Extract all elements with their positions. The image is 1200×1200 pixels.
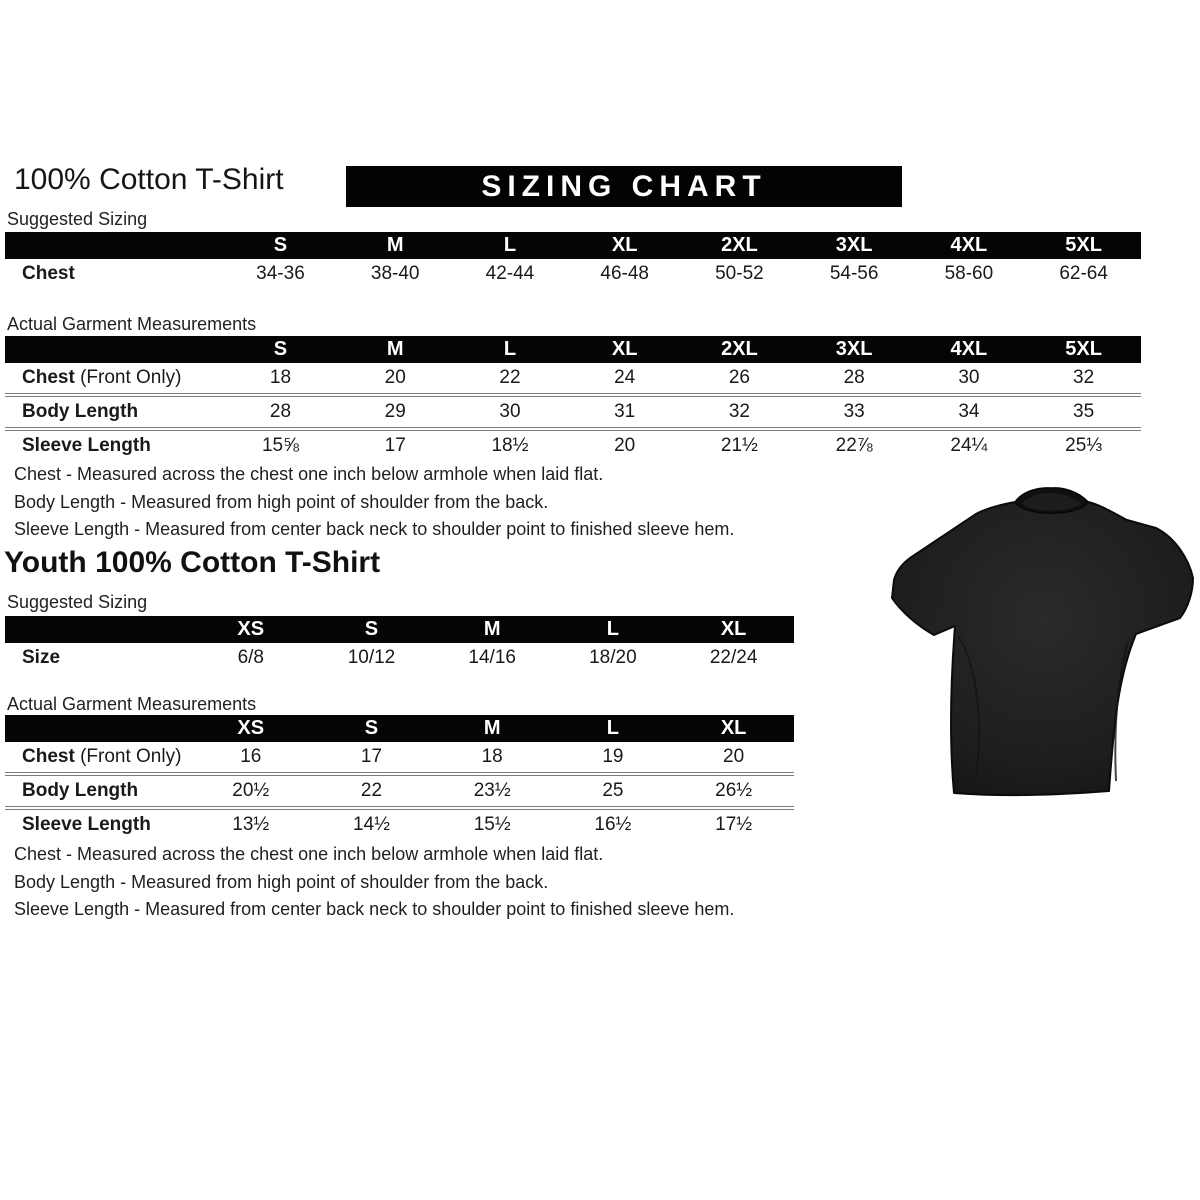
size-value-cell: 35 <box>1026 395 1141 429</box>
size-value-cell: 34 <box>912 395 1027 429</box>
size-value-cell: 18 <box>269 367 292 388</box>
sizing-chart-banner: SIZING CHART <box>346 166 902 207</box>
page-title: 100% Cotton T-Shirt <box>14 163 284 196</box>
size-value-cell: 13½ <box>190 808 311 840</box>
size-column-header: M <box>338 336 453 363</box>
table-row <box>5 259 1141 289</box>
youth-section-title: Youth 100% Cotton T-Shirt <box>4 546 381 579</box>
row-label: Sleeve Length <box>5 808 190 840</box>
size-value-cell: 15½ <box>432 808 553 840</box>
size-column-header: S <box>311 715 432 742</box>
row-label-spacer <box>5 336 223 363</box>
size-value-cell: 25 <box>553 774 674 808</box>
row-label: Body Length <box>5 395 223 429</box>
size-column-header: 2XL <box>682 336 797 363</box>
row-label: Chest (Front Only) <box>22 367 182 388</box>
size-value-cell: 6/8 <box>237 647 264 668</box>
size-column-header: 3XL <box>797 232 912 259</box>
table-row <box>5 429 1141 461</box>
adult-actual-measurements-label: Actual Garment Measurements <box>7 314 257 334</box>
size-value-cell: 30 <box>958 367 980 388</box>
size-value-cell: 22 <box>311 774 432 808</box>
row-label-spacer <box>5 616 190 643</box>
size-column-header: 5XL <box>1026 336 1141 363</box>
table-row <box>5 395 1141 429</box>
size-value-cell: 20 <box>723 746 745 767</box>
size-column-header: XL <box>673 715 794 742</box>
size-column-header: 3XL <box>797 336 912 363</box>
size-value-cell: 17½ <box>673 808 794 840</box>
note-line: Chest - Measured across the chest one inch below armhole when laid flat. <box>14 844 604 864</box>
table-row <box>5 774 794 808</box>
note-line: Sleeve Length - Measured from center back neck to shoulder point to finished sleeve hem. <box>14 519 735 540</box>
size-value-cell: 31 <box>567 395 682 429</box>
size-column-header: XL <box>567 336 682 363</box>
size-value-cell: 62-64 <box>1059 263 1108 284</box>
size-value-cell: 54-56 <box>829 263 879 284</box>
size-value-cell: 18 <box>481 746 503 767</box>
size-column-header: L <box>553 616 674 643</box>
row-label-spacer <box>5 715 190 742</box>
size-value-cell: 38-40 <box>370 263 420 284</box>
size-column-header: 4XL <box>912 232 1027 259</box>
tshirt-body-shape <box>892 491 1193 795</box>
size-value-cell: 19 <box>602 746 624 767</box>
note-line: Body Length - Measured from high point of shoulder from the back. <box>14 871 549 892</box>
size-value-cell: 50-52 <box>715 263 764 284</box>
size-column-header: XS <box>190 715 311 742</box>
note-line: Chest - Measured across the chest one inch below armhole when laid flat. <box>14 464 604 484</box>
size-value-cell: 18½ <box>453 429 568 461</box>
youth-actual-measurements-label: Actual Garment Measurements <box>7 694 257 714</box>
youth-suggested-sizing-table <box>5 616 794 673</box>
black-tshirt-image <box>888 486 1200 804</box>
adult-suggested-sizing-table <box>5 232 1141 289</box>
size-column-header: XS <box>190 616 311 643</box>
size-value-cell: 23½ <box>432 774 553 808</box>
youth-measurement-notes <box>14 841 734 924</box>
size-value-cell: 20½ <box>190 774 311 808</box>
size-value-cell: 42-44 <box>485 263 535 284</box>
size-value-cell: 24 <box>614 367 636 388</box>
size-value-cell: 21½ <box>682 429 797 461</box>
size-value-cell: 33 <box>797 395 912 429</box>
size-value-cell: 20 <box>384 367 406 388</box>
size-value-cell: 29 <box>338 395 453 429</box>
size-value-cell: 16 <box>240 746 262 767</box>
size-column-header: 2XL <box>682 232 797 259</box>
size-value-cell: 15⅝ <box>223 429 338 461</box>
size-column-header: S <box>223 232 338 259</box>
size-value-cell: 22⅞ <box>797 429 912 461</box>
table-row <box>5 742 794 774</box>
size-column-header: S <box>223 336 338 363</box>
size-value-cell: 34-36 <box>256 263 305 284</box>
row-label: Body Length <box>5 774 190 808</box>
size-column-header: M <box>432 616 553 643</box>
size-value-cell: 26½ <box>673 774 794 808</box>
size-column-header: L <box>453 336 568 363</box>
youth-suggested-sizing-label: Suggested Sizing <box>7 592 148 612</box>
size-value-cell: 18/20 <box>589 647 637 668</box>
note-line: Body Length - Measured from high point of shoulder from the back. <box>14 491 549 512</box>
size-value-cell: 28 <box>223 395 338 429</box>
note-line: Sleeve Length - Measured from center back neck to shoulder point to finished sleeve hem. <box>14 899 735 920</box>
size-value-cell: 17 <box>338 429 453 461</box>
size-column-header: S <box>311 616 432 643</box>
size-column-header: M <box>338 232 453 259</box>
size-column-header: L <box>453 232 568 259</box>
size-value-cell: 17 <box>360 746 383 767</box>
size-value-cell: 14½ <box>311 808 432 840</box>
size-value-cell: 25⅓ <box>1026 429 1141 461</box>
table-row <box>5 363 1141 395</box>
size-value-cell: 22 <box>499 367 521 388</box>
size-column-header: 4XL <box>912 336 1027 363</box>
size-column-header: M <box>432 715 553 742</box>
row-label-spacer <box>5 232 223 259</box>
size-value-cell: 46-48 <box>600 263 649 284</box>
size-value-cell: 24¼ <box>912 429 1027 461</box>
row-label: Size <box>22 647 61 668</box>
size-value-cell: 28 <box>843 367 865 388</box>
table-row <box>5 643 794 673</box>
size-column-header: 5XL <box>1026 232 1141 259</box>
size-value-cell: 10/12 <box>347 647 396 668</box>
size-value-cell: 32 <box>682 395 797 429</box>
size-column-header: XL <box>673 616 794 643</box>
table-row <box>5 808 794 840</box>
row-label: Chest <box>22 263 75 284</box>
adult-garment-measurements-table <box>5 336 1141 461</box>
size-column-header: L <box>553 715 674 742</box>
adult-suggested-sizing-label: Suggested Sizing <box>7 209 148 229</box>
row-label: Sleeve Length <box>5 429 223 461</box>
row-label: Chest (Front Only) <box>22 746 182 767</box>
size-column-header: XL <box>567 232 682 259</box>
size-value-cell: 32 <box>1073 367 1095 388</box>
size-value-cell: 16½ <box>553 808 674 840</box>
size-value-cell: 58-60 <box>944 263 994 284</box>
size-value-cell: 20 <box>567 429 682 461</box>
youth-garment-measurements-table <box>5 715 794 840</box>
size-value-cell: 30 <box>453 395 568 429</box>
size-value-cell: 26 <box>728 367 750 388</box>
size-value-cell: 14/16 <box>468 647 516 668</box>
size-value-cell: 22/24 <box>709 647 758 668</box>
adult-measurement-notes <box>14 461 734 544</box>
